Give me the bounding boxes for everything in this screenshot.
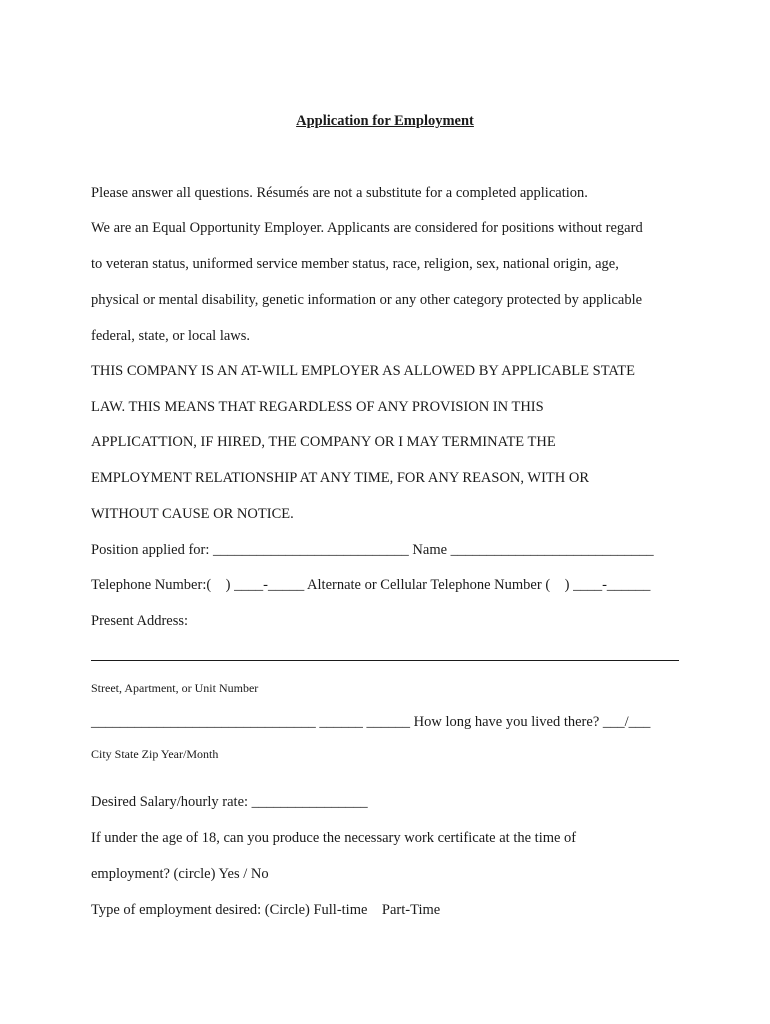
eeo-line-3: physical or mental disability, genetic information or any other category protected by applicable	[91, 292, 643, 308]
intro-text: Please answer all questions. Résumés are not a substitute for a completed application.	[91, 185, 588, 201]
city-state-zip-field[interactable]: _______________________________ ______ ______ How long have you lived there? ___/___	[91, 714, 651, 730]
present-address-label: Present Address:	[91, 613, 189, 629]
eeo-line-2: to veteran status, uniformed service member status, race, religion, sex, national origin, age,	[91, 256, 619, 272]
desired-salary-field[interactable]: Desired Salary/hourly rate: ________________	[91, 794, 368, 810]
telephone-field[interactable]: Telephone Number:( ) ____-_____ Alternate or Cellular Telephone Number ( ) ____-______	[91, 577, 651, 593]
street-caption: Street, Apartment, or Unit Number	[91, 681, 259, 695]
under-18-question-line-1: If under the age of 18, can you produce the necessary work certificate at the time of	[91, 830, 577, 846]
address-fill-line[interactable]	[91, 660, 679, 661]
employment-type-field[interactable]: Type of employment desired: (Circle) Full-time Part-Time	[91, 902, 441, 918]
at-will-line-3: APPLICATTION, IF HIRED, THE COMPANY OR I MAY TERMINATE THE	[91, 434, 556, 450]
at-will-line-4: EMPLOYMENT RELATIONSHIP AT ANY TIME, FOR ANY REASON, WITH OR	[91, 470, 589, 486]
at-will-line-1: THIS COMPANY IS AN AT-WILL EMPLOYER AS ALLOWED BY APPLICABLE STATE	[91, 363, 635, 379]
at-will-line-5: WITHOUT CAUSE OR NOTICE.	[91, 506, 294, 522]
at-will-line-2: LAW. THIS MEANS THAT REGARDLESS OF ANY PROVISION IN THIS	[91, 399, 544, 415]
eeo-line-1: We are an Equal Opportunity Employer. Applicants are considered for positions without regard	[91, 220, 643, 236]
document-title: Application for Employment	[296, 113, 474, 129]
position-name-field[interactable]: Position applied for: ___________________________ Name ____________________________	[91, 542, 654, 558]
city-caption: City State Zip Year/Month	[91, 747, 219, 761]
eeo-line-4: federal, state, or local laws.	[91, 328, 251, 344]
under-18-question-line-2[interactable]: employment? (circle) Yes / No	[91, 866, 269, 882]
